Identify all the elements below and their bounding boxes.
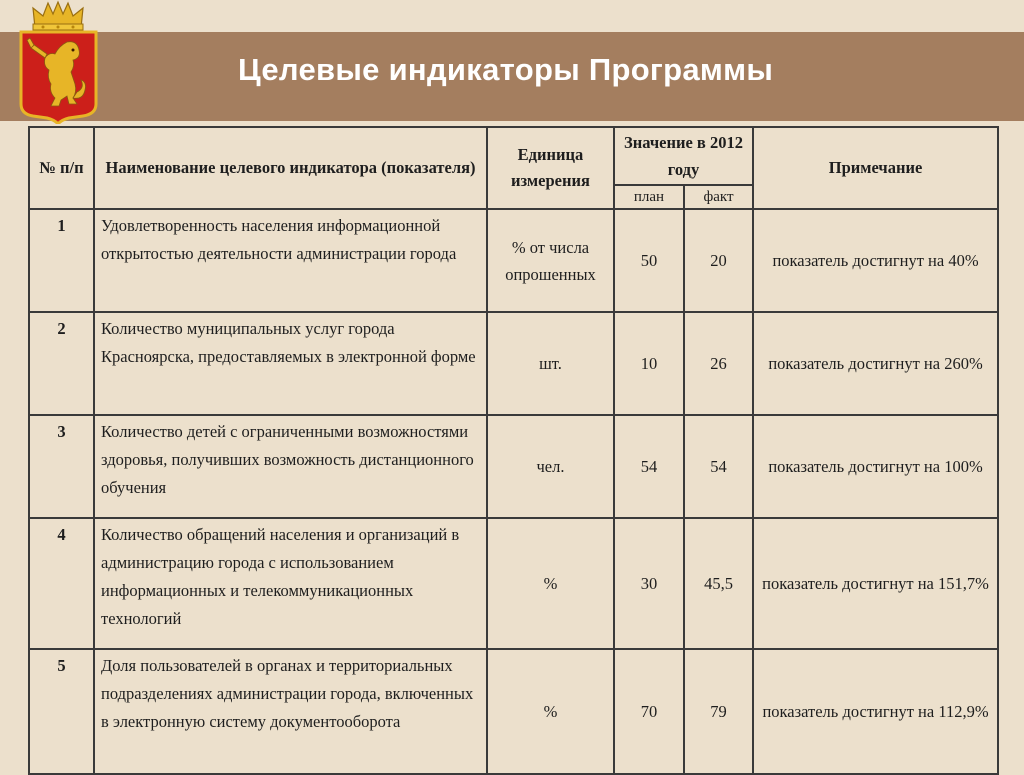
table-row (29, 415, 998, 518)
row-plan: 70 (614, 649, 684, 774)
row-note: показатель достигнут на 151,7% (753, 518, 998, 649)
header-note: Примечание (753, 127, 998, 209)
header-unit: Единица измерения (487, 127, 614, 209)
page-title: Целевые индикаторы Программы (238, 52, 774, 87)
row-note: показатель достигнут на 100% (753, 415, 998, 518)
row-indicator-name: Количество детей с ограниченными возможностями здоровья, получивших возможность дистанционного обучения (94, 415, 487, 518)
table-row (29, 209, 998, 312)
row-fact: 45,5 (684, 518, 753, 649)
row-fact: 26 (684, 312, 753, 415)
row-plan: 50 (614, 209, 684, 312)
header-plan: план (614, 185, 684, 209)
krasnoyarsk-emblem-icon (17, 0, 100, 124)
header-value: Значение в 2012 году (614, 127, 753, 185)
row-unit: % (487, 649, 614, 774)
row-plan: 54 (614, 415, 684, 518)
row-num: 2 (29, 312, 94, 415)
table-row (29, 518, 998, 649)
row-num: 5 (29, 649, 94, 774)
row-num: 3 (29, 415, 94, 518)
row-plan: 10 (614, 312, 684, 415)
row-unit: шт. (487, 312, 614, 415)
row-num: 4 (29, 518, 94, 649)
row-num: 1 (29, 209, 94, 312)
row-note: показатель достигнут на 40% (753, 209, 998, 312)
table-row (29, 312, 998, 415)
row-fact: 79 (684, 649, 753, 774)
row-unit: чел. (487, 415, 614, 518)
row-fact: 20 (684, 209, 753, 312)
row-unit: % (487, 518, 614, 649)
row-indicator-name: Количество муниципальных услуг города Красноярска, предоставляемых в электронной форме (94, 312, 487, 415)
header-fact: факт (684, 185, 753, 209)
header-name: Наименование целевого индикатора (показателя) (94, 127, 487, 209)
row-note: показатель достигнут на 112,9% (753, 649, 998, 774)
row-fact: 54 (684, 415, 753, 518)
row-unit: % от числа опрошенных (487, 209, 614, 312)
indicators-table (28, 126, 999, 775)
header-num: № п/п (29, 127, 94, 209)
row-indicator-name: Количество обращений населения и организаций в администрацию города с использованием информационных и телекоммуникационных технологий (94, 518, 487, 649)
table-row (29, 649, 998, 774)
row-indicator-name: Доля пользователей в органах и территориальных подразделениях администрации города, включенных в электронную систему документооборота (94, 649, 487, 774)
indicators-table-container (28, 126, 999, 775)
row-note: показатель достигнут на 260% (753, 312, 998, 415)
row-plan: 30 (614, 518, 684, 649)
row-indicator-name: Удовлетворенность населения информационной открытостью деятельности администрации города (94, 209, 487, 312)
